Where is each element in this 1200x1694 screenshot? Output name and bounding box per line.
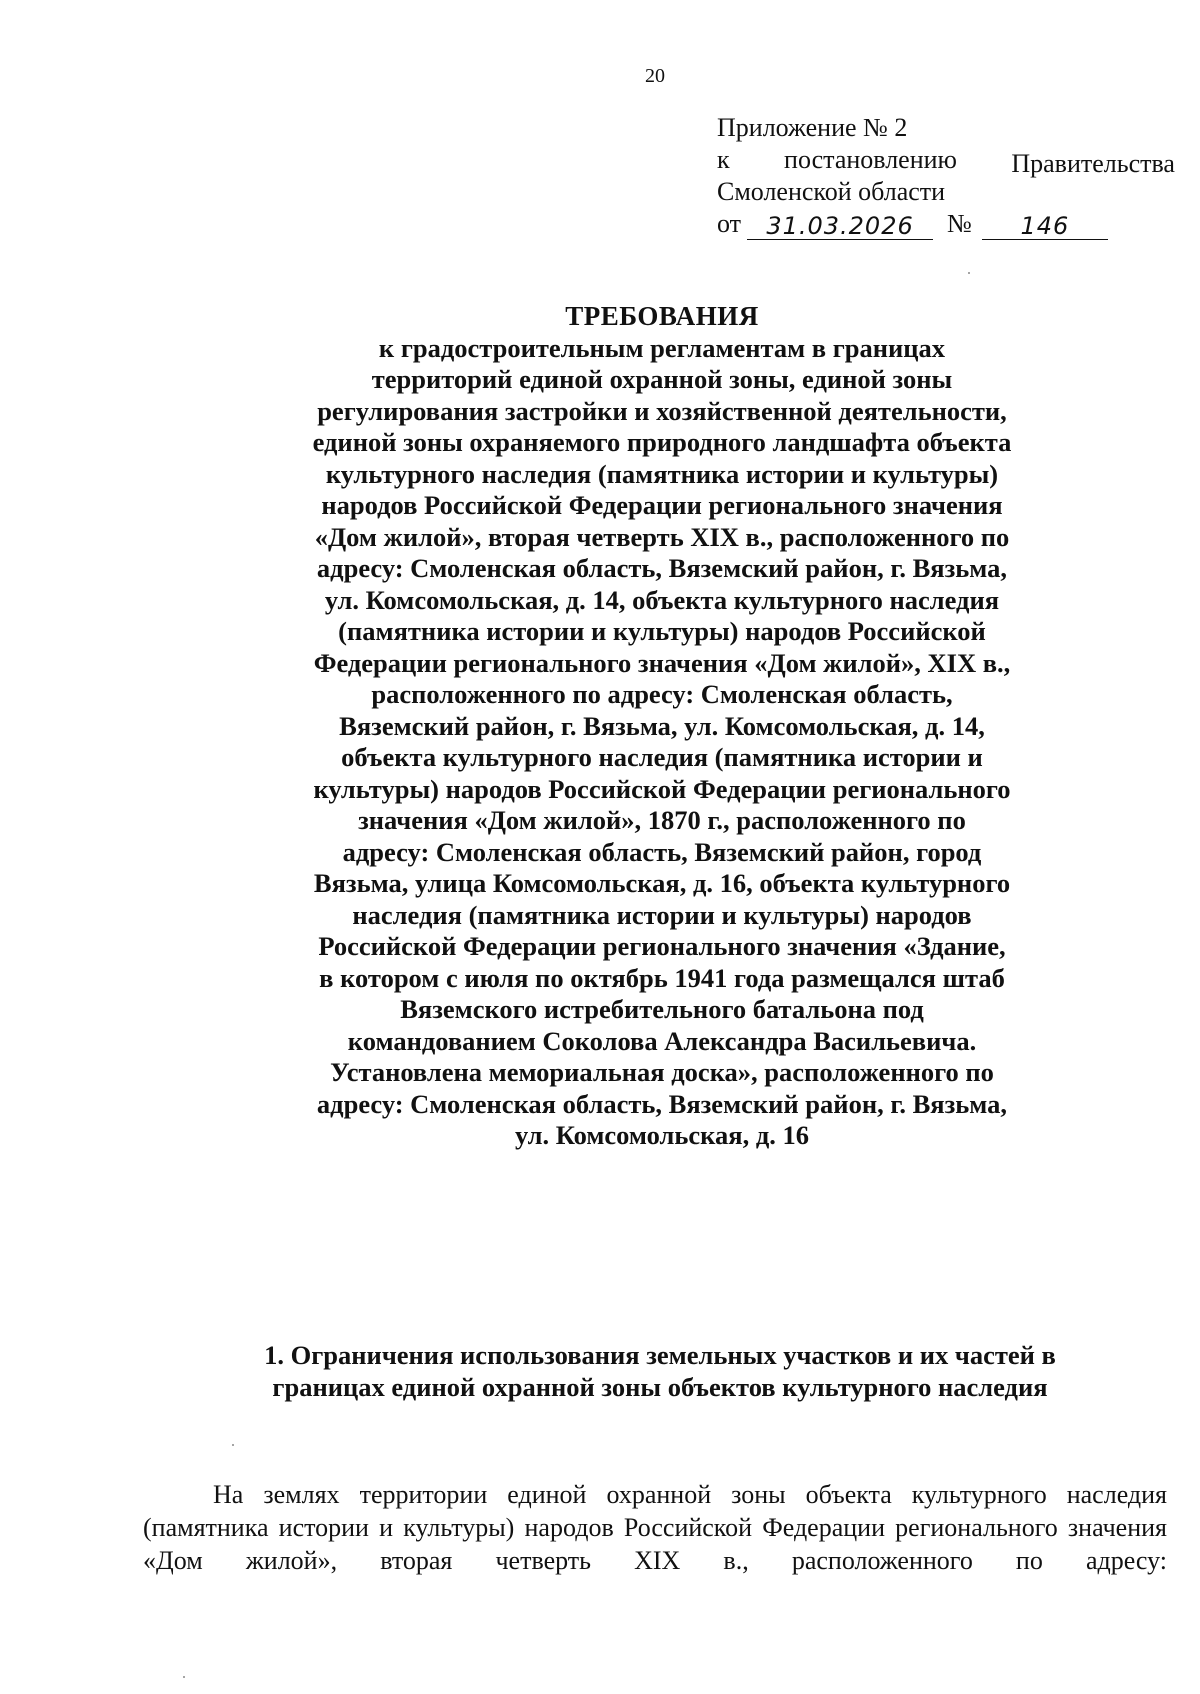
appendix-line-2 xyxy=(717,144,1175,176)
appendix-date-line xyxy=(717,208,1167,240)
handwritten-date: 31.03.2026 xyxy=(747,213,933,240)
appendix-government-word: Правительства xyxy=(1011,149,1175,178)
page-number: 20 xyxy=(645,65,665,87)
appendix-label: Приложение № 2 xyxy=(717,113,908,142)
appendix-line-3 xyxy=(717,176,1167,208)
section-1-heading: 1. Ограничения использования земельных участков и их частей в границах единой охранной зоны объектов культурного наследия xyxy=(264,1340,1056,1402)
scan-speck xyxy=(183,1676,185,1678)
body-paragraph: На землях территории единой охранной зоны объекта культурного наследия (памятника истории и культуры) народов Российской Федерации регионального значения «Дом жилой», вторая четверть XIX в., расположенного по адресу: xyxy=(143,1480,1167,1575)
appendix-header xyxy=(717,112,1175,240)
document-title-block xyxy=(130,301,1194,1152)
appendix-k: к xyxy=(717,145,730,174)
handwritten-number: 146 xyxy=(982,213,1108,240)
appendix-resolution-word: постановлению xyxy=(784,145,957,174)
appendix-region: Смоленской области xyxy=(717,177,946,206)
appendix-line-1 xyxy=(717,112,1167,144)
scan-speck xyxy=(968,272,970,274)
document-subtitle: к градостроительным регламентам в границах территорий единой охранной зоны, единой зоны регулирования застройки и хозяйственной деятельности, единой зоны охраняемого природного ландшафта объекта культурного наследия (памятника истории и культуры) народов Российской Федерации регионального значения «Дом жилой», вторая четверть XIX в., расположенного по адресу: Смоленская область, Вяземский район, г. Вязьма, ул. Комсомольская, д. 14, объекта культурного наследия (памятника истории и культуры) народов Российской Федерации регионального значения «Дом жилой», XIX в., расположенного по адресу: Смоленская область, Вяземский район, г. Вязьма, ул. Комсомольская, д. 14, объекта культурного наследия (памятника истории и культуры) народов Российской Федерации регионального значения «Дом жилой», 1870 г., расположенного по адресу: Смоленская область, Вяземский район, город Вязьма, улица Комсомольская, д. 16, объекта культурного наследия (памятника истории и культуры) народов Российской Федерации регионального значения «Здание, в котором с июля по октябрь 1941 года размещался штаб Вяземского истребительного батальона под командованием Соколова Александра Васильевича. Установлена мемориальная доска», расположенного по адресу: Смоленская область, Вяземский район, г. Вязьма, ул. Комсомольская, д. 16 xyxy=(312,332,1012,1150)
date-prefix: от xyxy=(717,209,742,238)
body-text xyxy=(143,1478,1167,1577)
scan-speck xyxy=(232,1444,234,1446)
number-sign: № xyxy=(947,209,972,238)
document-title: ТРЕБОВАНИЯ xyxy=(565,301,759,331)
